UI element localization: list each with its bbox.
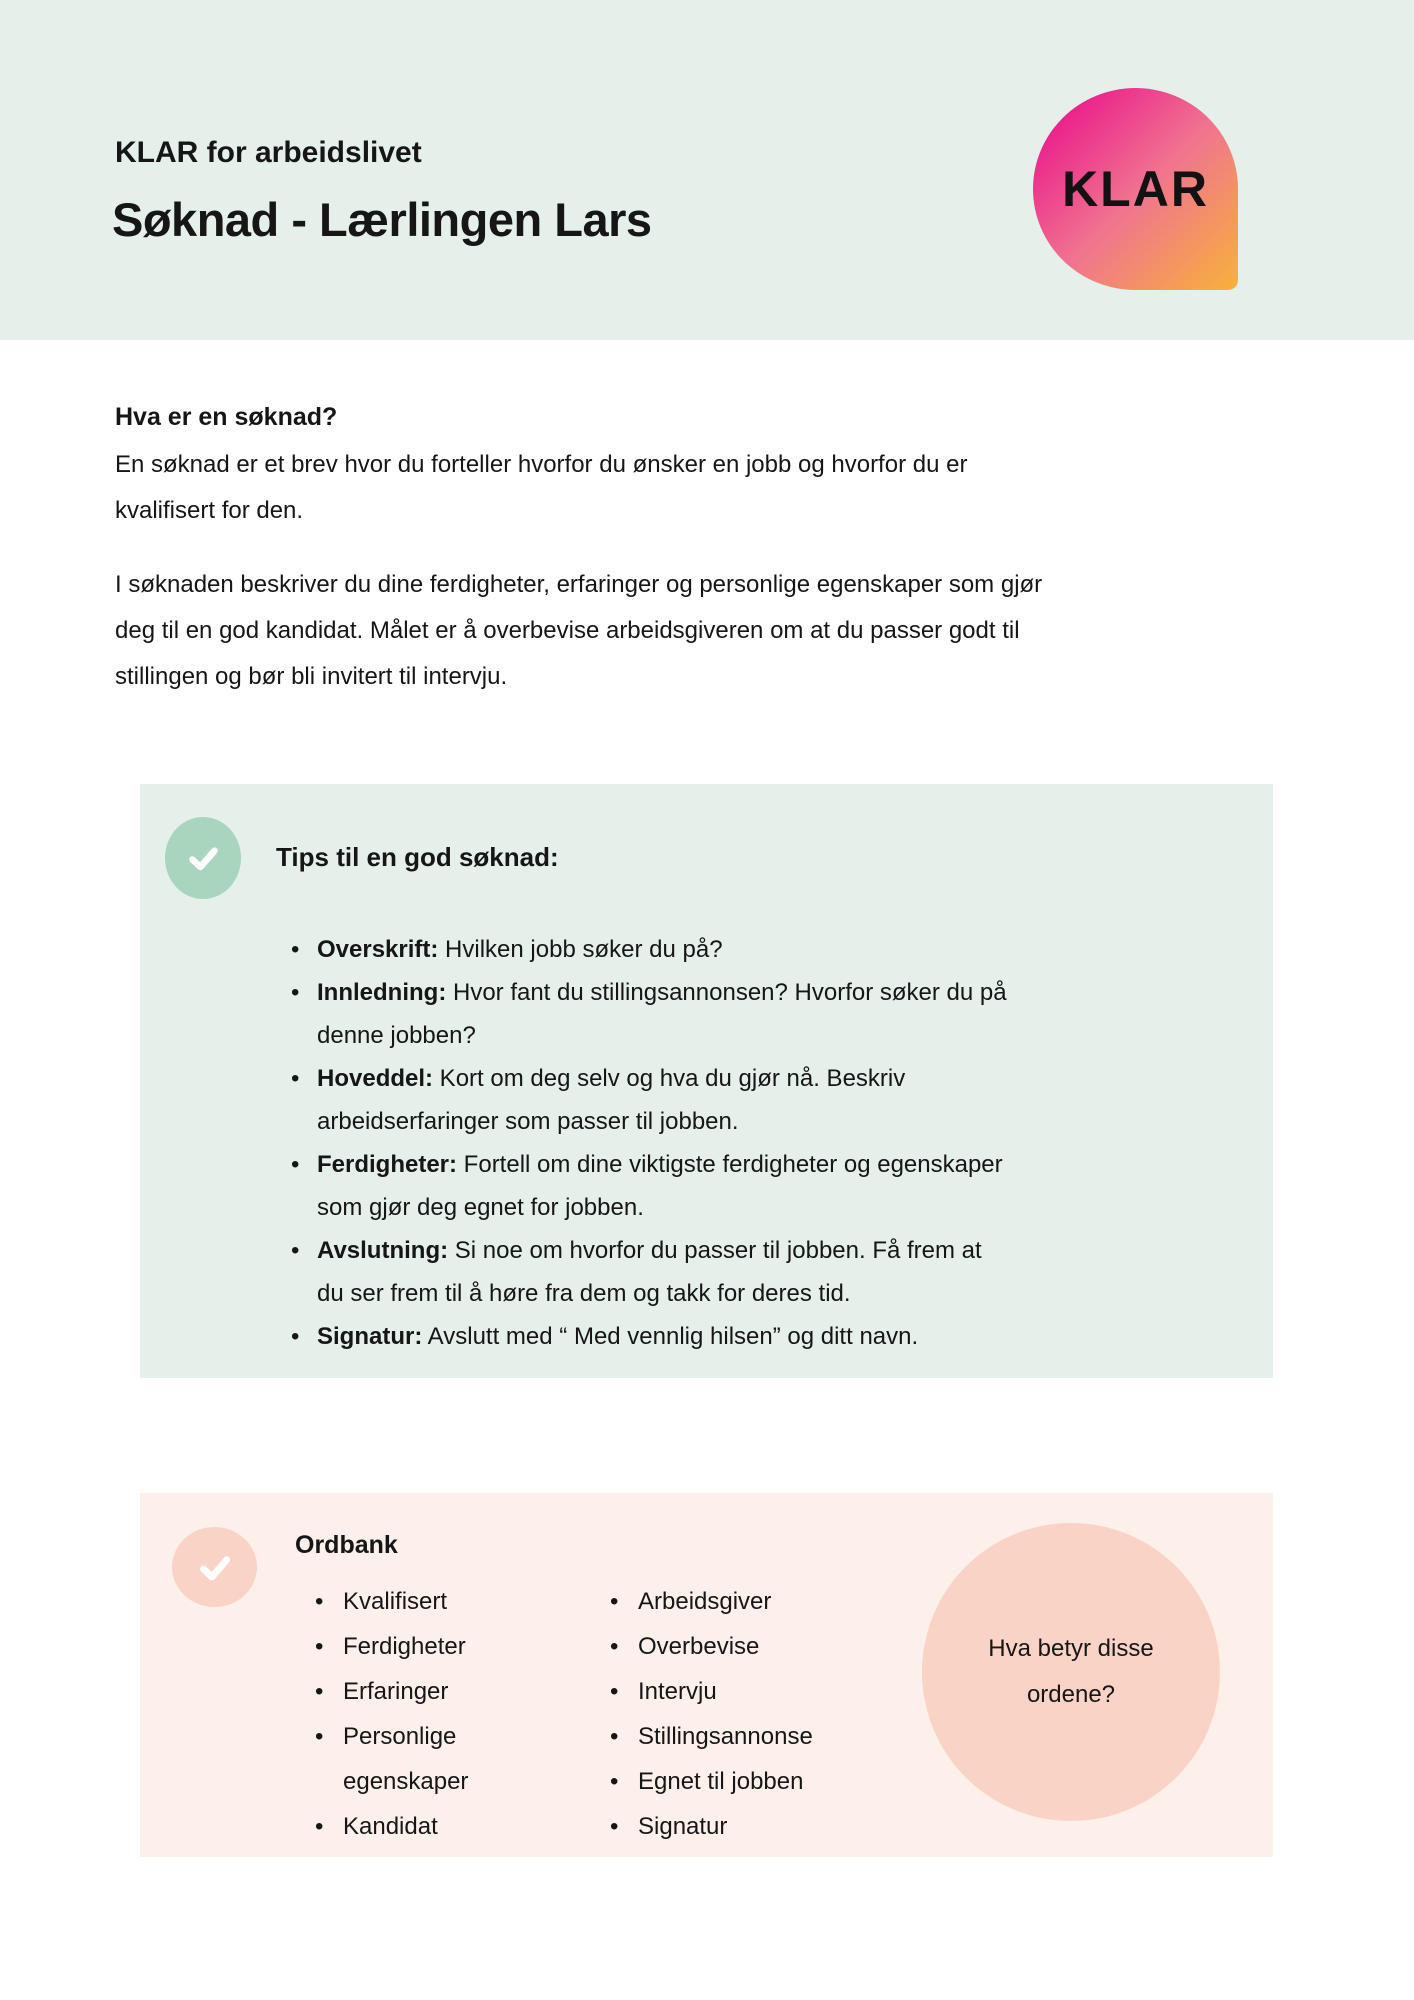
wordbank-item: • Personlige egenskaper bbox=[343, 1714, 513, 1804]
wordbank-item: • Intervju bbox=[638, 1669, 1018, 1714]
wordbank-bubble bbox=[922, 1523, 1220, 1821]
wordbank-item: • Kvalifisert bbox=[343, 1579, 513, 1624]
wordbank-bubble-text: Hva betyr disse ordene? bbox=[988, 1635, 1154, 1708]
intro-paragraph-2: I søknaden beskriver du dine ferdigheter, erfaringer og personlige egenskaper som gjør deg til en god kandidat. Målet er å overbevise arbeidsgiveren om at du passer godt til stillingen og bør bli invitert til intervju. bbox=[115, 571, 1043, 690]
tip-item: • Overskrift: Hvilken jobb søker du på? bbox=[317, 928, 1007, 971]
tip-item-label: Ferdigheter: bbox=[317, 1151, 458, 1178]
tip-item: • Ferdigheter: Fortell om dine viktigste ferdigheter og egenskaper som gjør deg egnet for jobben. bbox=[317, 1143, 1007, 1229]
wordbank-item: • Signatur bbox=[638, 1804, 1018, 1849]
klar-logo-text: KLAR bbox=[1062, 161, 1209, 217]
tips-list bbox=[317, 928, 1007, 1358]
tip-item-label: Innledning: bbox=[317, 979, 447, 1006]
tips-heading: Tips til en god søknad: bbox=[276, 842, 559, 872]
intro-paragraph-1: En søknad er et brev hvor du forteller hvorfor du ønsker en jobb og hvorfor du er kvalifisert for den. bbox=[115, 451, 968, 524]
checkmark-icon bbox=[190, 1544, 239, 1590]
intro-section bbox=[115, 402, 1055, 700]
tip-item: • Signatur: Avslutt med “ Med vennlig hilsen” og ditt navn. bbox=[317, 1315, 1007, 1358]
wordbank-check-badge bbox=[172, 1527, 257, 1607]
klar-logo bbox=[1033, 88, 1238, 290]
tip-item-label: Hoveddel: bbox=[317, 1065, 434, 1092]
checkmark-icon bbox=[181, 834, 225, 882]
intro-heading: Hva er en søknad? bbox=[115, 403, 338, 431]
tips-check-badge bbox=[165, 817, 241, 899]
page-header bbox=[0, 0, 1414, 340]
wordbank-heading: Ordbank bbox=[295, 1531, 398, 1559]
tip-item: • Hoveddel: Kort om deg selv og hva du gjør nå. Beskriv arbeidserfaringer som passer til jobben. bbox=[317, 1057, 1007, 1143]
header-suptitle: KLAR for arbeidslivet bbox=[115, 136, 422, 169]
tip-item: • Innledning: Hvor fant du stillingsannonsen? Hvorfor søker du på denne jobben? bbox=[317, 971, 1007, 1057]
wordbank-column-1 bbox=[343, 1579, 513, 1849]
wordbank-item: • Ferdigheter bbox=[343, 1624, 513, 1669]
wordbank-item: • Arbeidsgiver bbox=[638, 1579, 1018, 1624]
wordbank-item: • Overbevise bbox=[638, 1624, 1018, 1669]
wordbank-item: • Erfaringer bbox=[343, 1669, 513, 1714]
tips-box bbox=[140, 784, 1273, 1378]
wordbank-item: • Stillingsannonse bbox=[638, 1714, 1018, 1759]
tip-item-label: Avslutning: bbox=[317, 1237, 449, 1264]
wordbank-item: • Kandidat bbox=[343, 1804, 513, 1849]
tip-item-label: Signatur: bbox=[317, 1323, 423, 1350]
tip-item: • Avslutning: Si noe om hvorfor du passer til jobben. Få frem at du ser frem til å høre fra dem og takk for deres tid. bbox=[317, 1229, 1007, 1315]
wordbank-box bbox=[140, 1493, 1273, 1857]
tip-item-label: Overskrift: bbox=[317, 936, 439, 963]
page-title: Søknad - Lærlingen Lars bbox=[112, 193, 652, 246]
wordbank-item: • Egnet til jobben bbox=[638, 1759, 1018, 1804]
